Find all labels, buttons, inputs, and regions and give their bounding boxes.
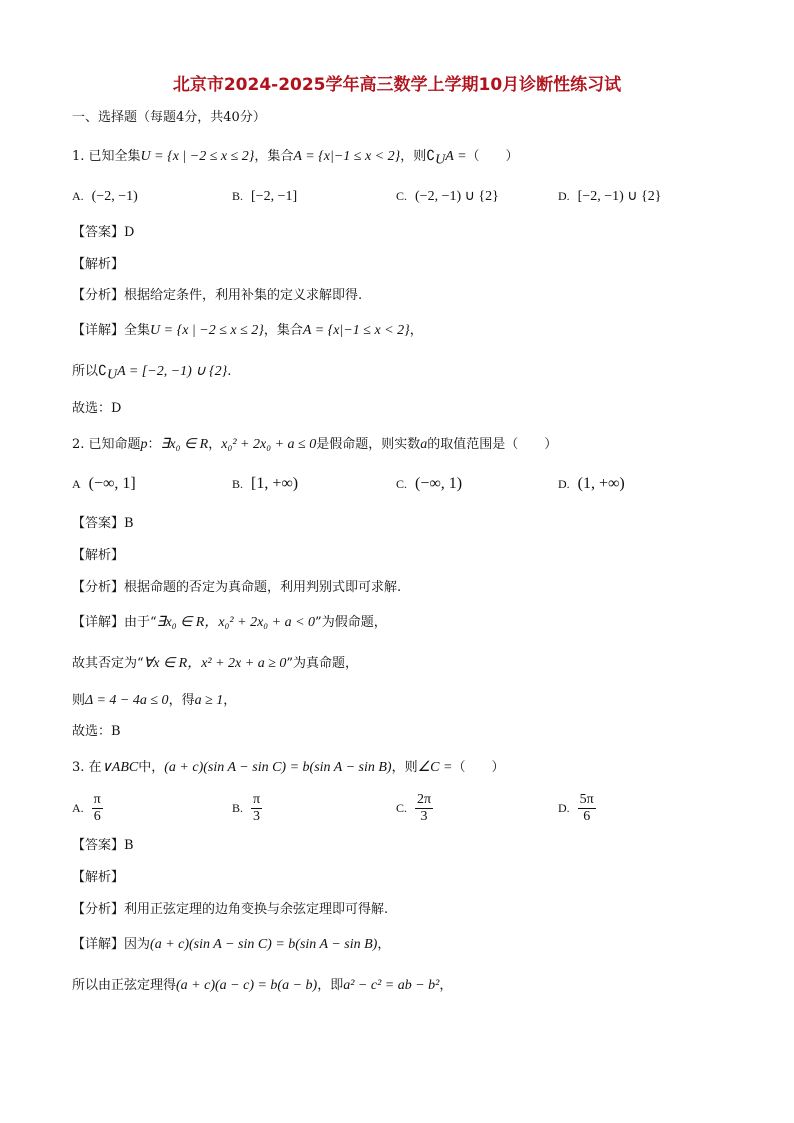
q2-analysis-tag: 【解析】 <box>72 548 125 563</box>
q3-derivation <box>72 976 452 996</box>
answer-tag: 【答案】 <box>72 838 125 853</box>
detail-text: 因为 <box>124 937 151 952</box>
option-text: (−2, −1) ∪ {2} <box>415 189 499 204</box>
option-fraction <box>415 792 433 825</box>
then-comma: ， <box>223 693 237 708</box>
q3-detail <box>72 935 390 955</box>
fenxi-tag: 【分析】 <box>72 580 125 595</box>
negation-text: 故其否定为“ <box>72 656 144 671</box>
then-text-2: ，得 <box>168 693 195 708</box>
detail-text-3: ， <box>409 323 423 338</box>
option-fraction <box>251 792 262 825</box>
detail-set-a: A = {x|−1 ≤ x < 2} <box>302 323 410 338</box>
fenxi-text: 根据命题的否定为真命题，利用判别式即可求解. <box>124 580 402 595</box>
answer-tag: 【答案】 <box>72 516 125 531</box>
result-complement-subscript: U <box>106 367 118 383</box>
option-fraction <box>578 792 596 825</box>
option-label: B. <box>232 477 244 491</box>
option-label: B. <box>232 801 244 815</box>
q3-blank: （ ） <box>452 760 505 775</box>
negation-text-2: ”为真命题， <box>286 656 359 671</box>
detail-equation: (a + c)(sin A − sin C) = b(sin A − sin B) <box>150 937 378 952</box>
q2-variable-a: a <box>420 437 428 452</box>
fenxi-tag: 【分析】 <box>72 902 125 917</box>
fraction-denominator: 3 <box>253 809 261 824</box>
q2-exists: ∃x₀ ∈ R <box>160 437 209 452</box>
q1-set-a: A = {x|−1 ≤ x < 2} <box>293 149 401 164</box>
q1-option-b <box>232 186 297 207</box>
q2-proposition-p: p <box>140 437 148 452</box>
page-title: 北京市2024-2025学年高三数学上学期10月诊断性练习试 <box>172 75 622 95</box>
q1-complement-expr: A = <box>445 149 467 164</box>
detail-text-2: ，集合 <box>263 323 303 338</box>
detail-tag: 【详解】 <box>72 323 125 338</box>
answer-tag: 【答案】 <box>72 225 125 240</box>
q3-stem-text-2: 中， <box>138 760 165 775</box>
option-label: C. <box>396 477 408 491</box>
fraction-numerator: π <box>93 792 101 807</box>
q2-stem-text: 2. 已知命题 <box>72 437 141 452</box>
q1-option-c <box>396 186 499 207</box>
q2-negation <box>72 654 358 674</box>
option-label: D. <box>558 477 570 491</box>
q2-stem-text-2: 是假命题，则实数 <box>316 437 421 452</box>
q3-stem <box>72 758 504 778</box>
q2-option-d <box>558 474 625 495</box>
section-heading: 一、选择题（每题4分，共40分） <box>72 110 266 125</box>
q1-answer <box>72 223 134 243</box>
derivation-equation: (a + c)(a − c) = b(a − b) <box>176 978 318 993</box>
q3-stem-text-3: ，则 <box>391 760 418 775</box>
fraction-denominator: 3 <box>420 809 428 824</box>
q2-detail <box>72 613 387 633</box>
q1-fenxi <box>72 286 362 306</box>
derivation-comma: ， <box>439 978 453 993</box>
option-label: B. <box>232 189 244 203</box>
answer-value: B <box>124 838 134 853</box>
derivation-result: a² − c² = ab − b² <box>343 978 440 993</box>
q3-equation: (a + c)(sin A − sin C) = b(sin A − sin B) <box>164 760 392 775</box>
result-text: 所以 <box>72 364 99 379</box>
option-text: [−2, −1) ∪ {2} <box>577 189 662 204</box>
q2-answer <box>72 514 134 534</box>
detail-tag: 【详解】 <box>72 615 125 630</box>
q3-option-c <box>396 792 433 825</box>
q2-inequality: x₀² + 2x₀ + a ≤ 0 <box>221 437 317 452</box>
option-label: D. <box>558 189 570 203</box>
q1-stem-text: 1. 已知全集 <box>72 149 141 164</box>
option-text: [−2, −1] <box>251 189 298 204</box>
fraction-numerator: 5π <box>579 792 594 807</box>
q1-option-a <box>72 186 138 207</box>
option-text: (1, +∞) <box>577 475 625 492</box>
q1-detail <box>72 321 423 341</box>
q3-option-a <box>72 792 103 825</box>
q1-stem-text-3: ，则 <box>400 149 427 164</box>
q3-option-b <box>232 792 262 825</box>
q3-stem-text: 3. 在 <box>72 760 102 775</box>
q1-stem-text-2: ，集合 <box>254 149 294 164</box>
q2-colon: ： <box>147 437 161 452</box>
q2-discriminant <box>72 691 236 711</box>
q1-option-d <box>558 186 661 207</box>
q1-choose: 故选：D <box>72 401 122 416</box>
q1-complement-subscript: U <box>435 152 446 168</box>
detail-universal-set: U = {x | −2 ≤ x ≤ 2} <box>150 323 264 338</box>
answer-value: D <box>124 225 135 240</box>
detail-comma: ， <box>377 937 391 952</box>
option-text: (−2, −1) <box>91 189 138 204</box>
discriminant-expr: Δ = 4 − 4a ≤ 0 <box>85 693 169 708</box>
q3-analysis-tag: 【解析】 <box>72 870 125 885</box>
detail-exists-expr: ∃x₀ ∈ R，x₀² + 2x₀ + a < 0 <box>156 615 316 630</box>
option-label: C. <box>396 801 408 815</box>
detail-tag: 【详解】 <box>72 937 125 952</box>
fraction-denominator: 6 <box>583 809 591 824</box>
option-text: [1, +∞) <box>251 475 299 492</box>
option-text: (−∞, 1) <box>415 475 463 492</box>
q2-choose: 故选：B <box>72 724 121 739</box>
fenxi-tag: 【分析】 <box>72 288 125 303</box>
q2-fenxi <box>72 578 401 598</box>
then-result: a ≥ 1 <box>194 693 224 708</box>
detail-text-2: ”为假命题， <box>315 615 387 630</box>
q1-stem <box>72 147 519 171</box>
option-label: D. <box>558 801 570 815</box>
q1-analysis-tag: 【解析】 <box>72 257 125 272</box>
option-label: A. <box>72 189 84 203</box>
fraction-numerator: 2π <box>417 792 432 807</box>
q2-option-a <box>72 474 136 495</box>
q3-option-d <box>558 792 596 825</box>
derivation-text: 所以由正弦定理得 <box>72 978 177 993</box>
option-label: A <box>72 477 81 491</box>
option-fraction <box>92 792 103 825</box>
fraction-denominator: 6 <box>93 809 101 824</box>
fenxi-text: 根据给定条件，利用补集的定义求解即得. <box>124 288 363 303</box>
q2-stem-text-3: 的取值范围是（ ） <box>427 437 558 452</box>
q2-stem <box>72 435 557 455</box>
detail-text: 由于“ <box>124 615 157 630</box>
q1-complement-symbol: ∁ <box>426 149 436 164</box>
q2-comma: ， <box>208 437 222 452</box>
answer-value: B <box>124 516 134 531</box>
option-label: A. <box>72 801 84 815</box>
negation-expr: ∀x ∈ R，x² + 2x + a ≥ 0 <box>143 656 287 671</box>
detail-text: 全集 <box>124 323 151 338</box>
derivation-text-2: ，即 <box>317 978 344 993</box>
q3-triangle: ∨ABC <box>101 760 139 775</box>
fenxi-text: 利用正弦定理的边角变换与余弦定理即可得解. <box>124 902 389 917</box>
option-text: (−∞, 1] <box>88 475 136 492</box>
q2-option-b <box>232 474 298 495</box>
result-complement-symbol: ∁ <box>98 364 107 379</box>
result-period: . <box>227 364 232 379</box>
q3-angle: ∠C = <box>417 760 453 775</box>
q1-universal-set: U = {x | −2 ≤ x ≤ 2} <box>140 149 255 164</box>
q3-fenxi <box>72 900 388 920</box>
q2-option-c <box>396 474 462 495</box>
q3-answer <box>72 836 134 856</box>
option-label: C. <box>396 189 408 203</box>
q1-result <box>72 362 231 386</box>
q1-blank: （ ） <box>466 149 519 164</box>
fraction-numerator: π <box>253 792 261 807</box>
then-text: 则 <box>72 693 86 708</box>
result-expr: A = [−2, −1) ∪ {2} <box>117 364 228 379</box>
